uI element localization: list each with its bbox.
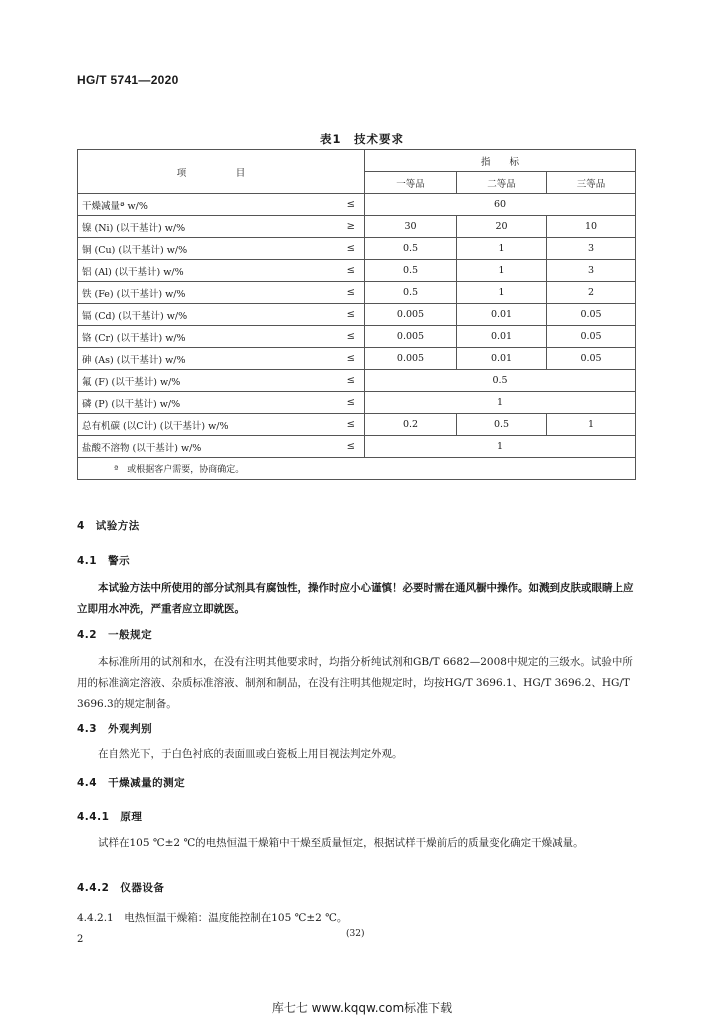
row-value-grade-2: 0.5 [457, 414, 547, 436]
grade-3: 三等品 [547, 172, 636, 194]
row-item-label: 铬 (Cr) (以干基计) w/% [78, 326, 338, 348]
row-operator: ≤ [338, 370, 365, 392]
row-value-merged: 1 [365, 436, 636, 458]
row-operator: ≤ [338, 238, 365, 260]
row-operator: ≤ [338, 392, 365, 414]
row-item-label: 铁 (Fe) (以干基计) w/% [78, 282, 338, 304]
section-4-4-1-text: 试样在105 ℃±2 ℃的电热恒温干燥箱中干燥至质量恒定，根据试样干燥前后的质量变化确定干燥减量。 [98, 837, 584, 849]
row-operator: ≤ [338, 414, 365, 436]
row-value-grade-1: 0.5 [365, 282, 457, 304]
section-4-4-heading: 4.4 干燥减量的测定 [77, 777, 186, 789]
row-item-label: 镍 (Ni) (以干基计) w/% [78, 216, 338, 238]
table-row [78, 348, 636, 370]
spec-table [77, 149, 636, 480]
table-row [78, 260, 636, 282]
row-value-grade-2: 20 [457, 216, 547, 238]
section-4-4-1-heading: 4.4.1 原理 [77, 811, 143, 823]
section-4-heading: 4 试验方法 [77, 520, 140, 532]
row-value-grade-1: 0.005 [365, 304, 457, 326]
table-row [78, 370, 636, 392]
section-4-1-heading: 4.1 警示 [77, 555, 131, 567]
row-value-grade-2: 1 [457, 282, 547, 304]
row-operator: ≤ [338, 260, 365, 282]
row-item-label: 镉 (Cd) (以干基计) w/% [78, 304, 338, 326]
row-value-grade-2: 0.01 [457, 326, 547, 348]
table-row [78, 238, 636, 260]
footnote-row [78, 458, 636, 480]
row-item-label: 氟 (F) (以干基计) w/% [78, 370, 338, 392]
table-row [78, 282, 636, 304]
section-4-4-2-heading: 4.4.2 仪器设备 [77, 882, 165, 894]
row-operator: ≤ [338, 348, 365, 370]
section-4-2-text: 本标准所用的试剂和水，在没有注明其他要求时，均指分析纯试剂和GB/T 6682—2008中规定的三级水。试验中所用的标准滴定溶液、杂质标准溶液、制剂和制品，在没有注明其他规定时，均按HG/T 3696.1、HG/T 3696.2、HG/T 3696.3的规定制备。 [77, 656, 633, 710]
table-row [78, 436, 636, 458]
row-value-grade-3: 2 [547, 282, 636, 304]
table-row [78, 414, 636, 436]
row-item-label: 磷 (P) (以干基计) w/% [78, 392, 338, 414]
row-value-grade-3: 3 [547, 260, 636, 282]
section-4-1-text: 本试验方法中所使用的部分试剂具有腐蚀性，操作时应小心谨慎！必要时需在通风橱中操作。如溅到皮肤或眼睛上应立即用水冲洗，严重者应立即就医。 [77, 582, 634, 615]
table-row [78, 326, 636, 348]
row-value-grade-1: 0.005 [365, 326, 457, 348]
row-item-label: 砷 (As) (以干基计) w/% [78, 348, 338, 370]
row-value-grade-2: 1 [457, 260, 547, 282]
row-value-grade-3: 0.05 [547, 348, 636, 370]
row-operator: ≤ [338, 304, 365, 326]
row-value-grade-2: 0.01 [457, 348, 547, 370]
row-value-grade-2: 1 [457, 238, 547, 260]
row-value-merged: 0.5 [365, 370, 636, 392]
row-value-grade-1: 0.005 [365, 348, 457, 370]
section-4-2-heading: 4.2 一般规定 [77, 629, 153, 641]
page-code: (32) [346, 929, 365, 939]
row-item-label: 盐酸不溶物 (以干基计) w/% [78, 436, 338, 458]
table-title: 表1 技术要求 [319, 132, 404, 146]
table-row [78, 304, 636, 326]
download-banner: 库七七 www.kqqw.com标准下载 [271, 1001, 453, 1015]
table-row [78, 194, 636, 216]
row-operator: ≥ [338, 216, 365, 238]
row-item-label: 总有机碳 (以C计) (以干基计) w/% [78, 414, 338, 436]
row-item-label: 干燥减量ª w/% [78, 194, 338, 216]
section-4-4-2-1-text: 4.4.2.1 电热恒温干燥箱：温度能控制在105 ℃±2 ℃。 [77, 912, 348, 924]
page-number: 2 [77, 934, 84, 945]
row-value-grade-1: 0.5 [365, 260, 457, 282]
row-value-grade-1: 0.2 [365, 414, 457, 436]
row-operator: ≤ [338, 282, 365, 304]
row-item-label: 铜 (Cu) (以干基计) w/% [78, 238, 338, 260]
header-index: 指 标 [365, 150, 636, 172]
header-item: 项 目 [78, 150, 365, 194]
row-value-grade-3: 3 [547, 238, 636, 260]
table-row [78, 392, 636, 414]
row-value-grade-3: 10 [547, 216, 636, 238]
grade-2: 二等品 [457, 172, 547, 194]
row-value-merged: 1 [365, 392, 636, 414]
row-value-grade-3: 0.05 [547, 304, 636, 326]
row-operator: ≤ [338, 194, 365, 216]
table-row [78, 216, 636, 238]
row-value-grade-1: 0.5 [365, 238, 457, 260]
row-item-label: 铝 (Al) (以干基计) w/% [78, 260, 338, 282]
table-footnote: ª 或根据客户需要，协商确定。 [78, 458, 636, 480]
section-4-3-heading: 4.3 外观判别 [77, 723, 153, 735]
section-4-3-text: 在自然光下，于白色衬底的表面皿或白瓷板上用目视法判定外观。 [98, 748, 403, 760]
row-operator: ≤ [338, 436, 365, 458]
row-value-merged: 60 [365, 194, 636, 216]
row-operator: ≤ [338, 326, 365, 348]
row-value-grade-3: 1 [547, 414, 636, 436]
row-value-grade-1: 30 [365, 216, 457, 238]
row-value-grade-2: 0.01 [457, 304, 547, 326]
standard-number: HG/T 5741—2020 [77, 73, 179, 87]
row-value-grade-3: 0.05 [547, 326, 636, 348]
grade-1: 一等品 [365, 172, 457, 194]
